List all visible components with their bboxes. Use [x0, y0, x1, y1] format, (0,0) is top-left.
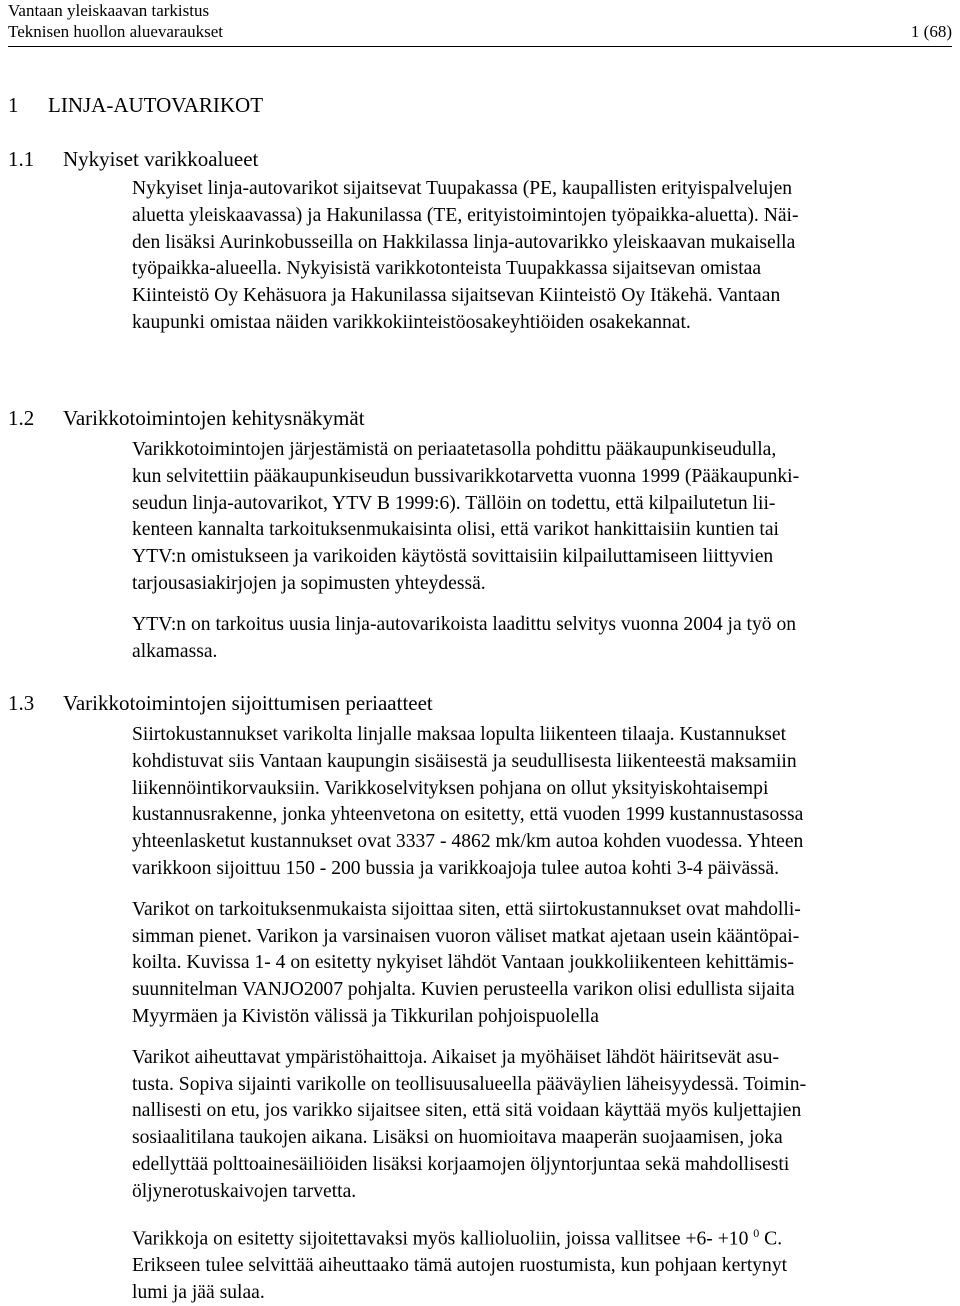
chapter-number: 1 [8, 93, 19, 117]
text-line: simman pienet. Varikon ja varsinaisen vuoron väliset matkat ajetaan usein kääntöpai- [132, 925, 800, 947]
text-run: C. [759, 1228, 783, 1250]
text-line: suunnitelman VANJO2007 pohjalta. Kuvien perusteella varikon olisi edullista sijaita [132, 979, 795, 1001]
section-title: Varikkotoimintojen kehitysnäkymät [63, 406, 365, 430]
header-title: Vantaan yleiskaavan tarkistus [8, 1, 210, 20]
superscript: 0 [753, 1225, 760, 1240]
text-line: tusta. Sopiva sijainti varikolle on teollisuusalueella pääväylien läheisyydessä. Toimin- [132, 1073, 807, 1095]
section-title: Nykyiset varikkoalueet [63, 147, 259, 171]
text-line: edellyttää polttoainesäiliöiden lisäksi korjaamojen öljyntorjuntaa sekä mahdollisesti [132, 1153, 790, 1175]
paragraph [132, 722, 947, 883]
text-line: Nykyiset linja-autovarikot sijaitsevat Tuupakassa (PE, kaupallisten erityispalvelujen [132, 178, 793, 199]
text-line: seudun linja-autovarikot, YTV B 1999:6). Tällöin on todettu, että kilpailutetun lii- [132, 492, 776, 514]
page-header [8, 0, 952, 42]
text-line: kun selvitettiin pääkaupunkiseudun bussivarikkotarvetta vuonna 1999 (Pääkaupunki- [132, 465, 800, 487]
text-line: Kiinteistö Oy Kehäsuora ja Hakunilassa sijaitsevan Kiinteistö Oy Itäkehä. Vantaan [132, 285, 781, 307]
text-line: Siirtokustannukset varikolta linjalle maksaa lopulta liikenteen tilaaja. Kustannukset [132, 724, 787, 745]
paragraph [132, 176, 947, 337]
text-line: den lisäksi Aurinkobusseilla on Hakkilassa linja-autovarikko yleiskaavan mukaisella [132, 231, 796, 253]
text-line: kohdistuvat siis Vantaan kaupungin sisäisestä ja seudullisesta liikenteestä maksamiin [132, 750, 797, 772]
text-line: tarjousasiakirjojen ja sopimusten yhteydessä. [132, 572, 486, 594]
text-line: YTV:n omistukseen ja varikoiden käytöstä sovittaisiin kilpailuttamiseen liittyvien [132, 546, 774, 568]
header-subtitle: Teknisen huollon aluevaraukset [8, 22, 224, 41]
text-line: lumi ja jää sulaa. [132, 1281, 265, 1303]
text-line: Erikseen tulee selvittää aiheuttaako tämä autojen ruostumista, kun pohjaan kertynyt [132, 1254, 788, 1276]
page-number: 1 (68) [910, 22, 952, 41]
paragraph [132, 437, 947, 598]
section-body [132, 722, 947, 1306]
section-title: Varikkotoimintojen sijoittumisen periaatteet [63, 691, 433, 715]
text-line: yhteenlasketut kustannukset ovat 3337 - 4862 mk/km autoa kohden vuodessa. Yhteen [132, 831, 804, 853]
text-line: aluetta yleiskaavassa) ja Hakunilassa (TE, erityistoimintojen työpaikka-aluetta). Näi- [132, 204, 799, 226]
paragraph [132, 1045, 947, 1206]
text-line: liikennöintikorvauksiin. Varikkoselvityksen pohjana on ollut yksityiskohtaisempi [132, 777, 769, 799]
section-number: 1.3 [8, 691, 35, 715]
text-line: alkamassa. [132, 640, 218, 662]
chapter-heading [8, 92, 263, 118]
text-line: Myyrmäen ja Kivistön välissä ja Tikkurilan pohjoispuolella [132, 1005, 599, 1027]
section-heading [8, 146, 258, 172]
section-body [132, 437, 947, 665]
text-line: työpaikka-alueella. Nykyisistä varikkotonteista Tuupakkassa sijaitsevan omistaa [132, 258, 762, 280]
paragraph [132, 897, 947, 1031]
text-line [132, 1220, 947, 1253]
header-rule [8, 46, 952, 47]
section-body [132, 176, 947, 337]
text-line: Varikkotoimintojen järjestämistä on periaatetasolla pohdittu pääkaupunkiseudulla, [132, 439, 777, 460]
text-line: öljynerotuskaivojen tarvetta. [132, 1180, 357, 1202]
text-line: koilta. Kuvissa 1- 4 on esitetty nykyiset lähdöt Vantaan joukkoliikenteen kehittämis- [132, 952, 794, 974]
text-line: kustannusrakenne, jonka yhteenvetona on esitetty, että vuoden 1999 kustannustasossa [132, 804, 804, 826]
paragraph [132, 612, 947, 666]
chapter-title: LINJA-AUTOVARIKOT [48, 93, 264, 117]
text-line: sosiaalitilana taukojen aikana. Lisäksi on huomioitava maaperän suojaamisen, joka [132, 1127, 783, 1149]
section-heading [8, 405, 365, 431]
text-line: Varikot aiheuttavat ympäristöhaittoja. Aikaiset ja myöhäiset lähdöt häiritsevät asu- [132, 1046, 779, 1068]
text-line: nallisesti on etu, jos varikko sijaitsee siten, että sitä voidaan käyttää myös kuljettajien [132, 1100, 802, 1122]
text-line: varikkoon sijoittuu 150 - 200 bussia ja varikkoajoja tulee autoa kohti 3-4 päivässä. [132, 857, 780, 879]
text-run: Varikkoja on esitetty sijoitettavaksi myös kallioluoliin, joissa vallitsee +6- +10 [132, 1228, 754, 1250]
paragraph [132, 1220, 947, 1306]
section-number: 1.1 [8, 147, 35, 171]
section-number: 1.2 [8, 406, 35, 430]
text-line: kaupunki omistaa näiden varikkokiinteistöosakeyhtiöiden osakekannat. [132, 311, 691, 333]
text-line: kenteen kannalta tarkoituksenmukaisinta olisi, että varikot hankittaisiin kuntien tai [132, 519, 779, 541]
section-heading [8, 690, 433, 716]
text-line: YTV:n on tarkoitus uusia linja-autovarikoista laadittu selvitys vuonna 2004 ja työ on [132, 613, 797, 635]
text-line: Varikot on tarkoituksenmukaista sijoittaa siten, että siirtokustannukset ovat mahdolli- [132, 898, 801, 920]
